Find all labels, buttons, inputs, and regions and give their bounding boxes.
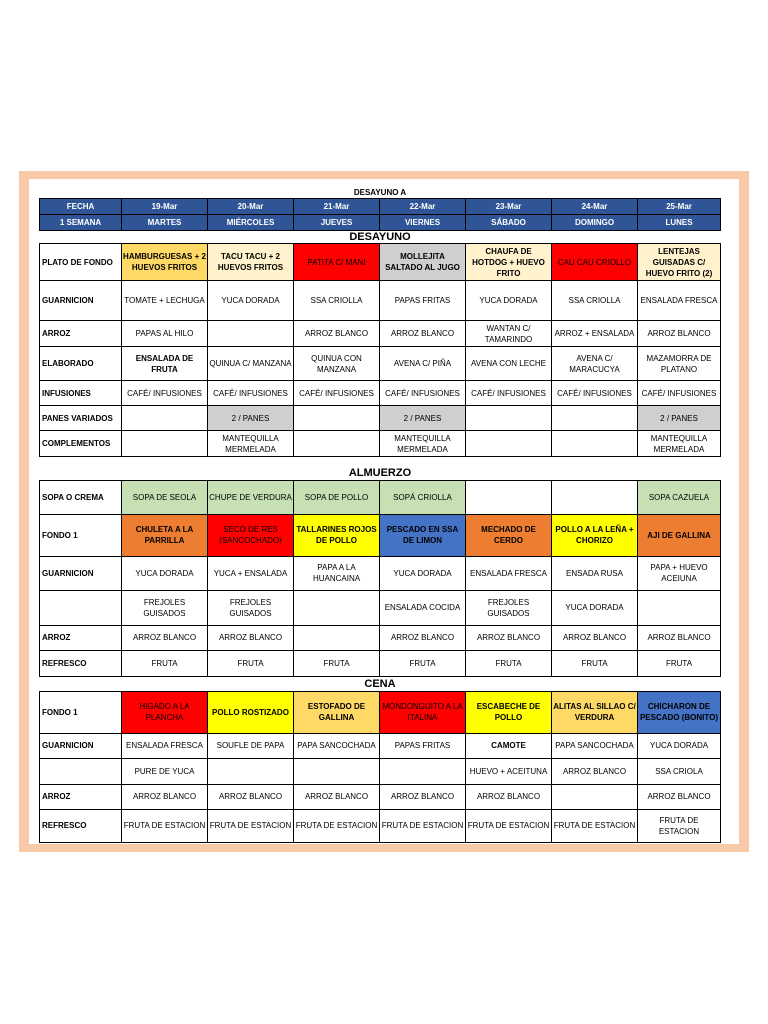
- menu-cell: [122, 431, 208, 457]
- row-label: SOPA O CREMA: [40, 480, 122, 514]
- table-row: [40, 809, 721, 842]
- menu-cell: ARROZ BLANCO: [552, 625, 638, 650]
- row-label: FONDO 1: [40, 691, 122, 733]
- date-cell: 22-Mar: [380, 199, 466, 215]
- row-label: ARROZ: [40, 321, 122, 347]
- menu-cell: TALLARINES ROJOS DE POLLO: [294, 514, 380, 556]
- table-row: [40, 431, 721, 457]
- table-row: [40, 244, 721, 281]
- menu-cell: ARROZ BLANCO: [294, 784, 380, 809]
- menu-cell: CAMOTE: [466, 733, 552, 758]
- menu-cell: SSA CRIOLA: [638, 758, 721, 784]
- menu-cell: FRUTA DE ESTACION: [380, 809, 466, 842]
- menu-cell: [294, 590, 380, 625]
- row-label: ARROZ: [40, 625, 122, 650]
- menu-cell: ARROZ BLANCO: [122, 784, 208, 809]
- row-label: GUARNICION: [40, 281, 122, 321]
- menu-cell: FRUTA DE ESTACION: [552, 809, 638, 842]
- menu-cell: QUINUA CON MANZANA: [294, 347, 380, 381]
- day-cell: SÁBADO: [466, 215, 552, 231]
- menu-cell: POLLO ROSTIZADO: [208, 691, 294, 733]
- section-title-desayuno: DESAYUNO: [349, 230, 411, 243]
- day-cell: MARTES: [122, 215, 208, 231]
- menu-cell: AJI DE GALLINA: [638, 514, 721, 556]
- menu-cell: LENTEJAS GUISADAS C/ HUEVO FRITO (2): [638, 244, 721, 281]
- menu-cell: ARROZ BLANCO: [294, 321, 380, 347]
- menu-cell: ESCABECHE DE POLLO: [466, 691, 552, 733]
- menu-cell: ARROZ BLANCO: [380, 321, 466, 347]
- menu-cell: YUCA DORADA: [466, 281, 552, 321]
- menu-cell: HUEVO + ACEITUNA: [466, 758, 552, 784]
- desayuno-table: [39, 187, 721, 457]
- fecha-label: FECHA: [40, 199, 122, 215]
- row-label: PANES VARIADOS: [40, 406, 122, 431]
- day-cell: JUEVES: [294, 215, 380, 231]
- menu-cell: AVENA CON LECHE: [466, 347, 552, 381]
- table-row: [40, 321, 721, 347]
- menu-cell: PAPA SANCOCHADA: [552, 733, 638, 758]
- menu-cell: ALITAS AL SILLAO C/ VERDURA: [552, 691, 638, 733]
- menu-cell: FRUTA: [380, 650, 466, 676]
- date-row: [40, 199, 721, 215]
- menu-cell: ENSALADA FRESCA: [638, 281, 721, 321]
- menu-cell: FREJOLES GUISADOS: [208, 590, 294, 625]
- day-cell: DOMINGO: [552, 215, 638, 231]
- menu-cell: CAFÉ/ INFUSIONES: [466, 381, 552, 406]
- row-label: REFRESCO: [40, 650, 122, 676]
- menu-cell: [552, 480, 638, 514]
- menu-cell: [466, 431, 552, 457]
- menu-cell: MANTEQUILLA MERMELADA: [380, 431, 466, 457]
- menu-cell: [294, 406, 380, 431]
- menu-cell: [294, 625, 380, 650]
- row-label: COMPLEMENTOS: [40, 431, 122, 457]
- menu-cell: [638, 590, 721, 625]
- menu-cell: ARROZ BLANCO: [638, 784, 721, 809]
- menu-cell: ENSALADA FRESCA: [122, 733, 208, 758]
- table-row: [40, 514, 721, 556]
- menu-cell: YUCA + ENSALADA: [208, 556, 294, 590]
- menu-cell: TACU TACU + 2 HUEVOS FRITOS: [208, 244, 294, 281]
- menu-cell: CAFÉ/ INFUSIONES: [122, 381, 208, 406]
- menu-cell: ARROZ BLANCO: [466, 625, 552, 650]
- table-row: [40, 758, 721, 784]
- menu-cell: [122, 406, 208, 431]
- menu-cell: HIGADO A LA PLANCHA: [122, 691, 208, 733]
- menu-cell: [380, 758, 466, 784]
- row-label: ELABORADO: [40, 347, 122, 381]
- menu-cell: PURE DE YUCA: [122, 758, 208, 784]
- menu-cell: MECHADO DE CERDO: [466, 514, 552, 556]
- menu-cell: ESTOFADO DE GALLINA: [294, 691, 380, 733]
- menu-cell: FRUTA: [552, 650, 638, 676]
- menu-cell: [552, 431, 638, 457]
- menu-cell: PAPA SANCOCHADA: [294, 733, 380, 758]
- menu-cell: ENSALADA COCIDA: [380, 590, 466, 625]
- menu-cell: [294, 431, 380, 457]
- menu-cell: SSA CRIOLLA: [552, 281, 638, 321]
- day-cell: MIÉRCOLES: [208, 215, 294, 231]
- table-row: [40, 556, 721, 590]
- menu-cell: CAFÉ/ INFUSIONES: [638, 381, 721, 406]
- menu-cell: PESCADO EN SSA DE LIMON: [380, 514, 466, 556]
- section-title-almuerzo: ALMUERZO: [348, 468, 412, 480]
- menu-cell: PATITA C/ MANI: [294, 244, 380, 281]
- almuerzo-table: [39, 468, 721, 677]
- row-label: PLATO DE FONDO: [40, 244, 122, 281]
- menu-cell: ARROZ BLANCO: [122, 625, 208, 650]
- menu-cell: YUCA DORADA: [552, 590, 638, 625]
- cena-table: [39, 678, 721, 843]
- menu-cell: CAU CAU CRIOLLO: [552, 244, 638, 281]
- menu-cell: CAFÉ/ INFUSIONES: [208, 381, 294, 406]
- menu-cell: FRUTA DE ESTACION: [208, 809, 294, 842]
- table-row: [40, 784, 721, 809]
- table-row: [40, 406, 721, 431]
- menu-cell: MANTEQUILLA MERMELADA: [638, 431, 721, 457]
- menu-cell: ARROZ BLANCO: [380, 625, 466, 650]
- menu-cell: SECO DE RES (SANCOCHADO): [208, 514, 294, 556]
- row-label: FONDO 1: [40, 514, 122, 556]
- menu-cell: YUCA DORADA: [380, 556, 466, 590]
- menu-cell: [552, 784, 638, 809]
- menu-cell: ENSADA RUSA: [552, 556, 638, 590]
- menu-cell: FRUTA: [122, 650, 208, 676]
- menu-cell: 2 / PANES: [380, 406, 466, 431]
- row-label: REFRESCO: [40, 809, 122, 842]
- day-cell: LUNES: [638, 215, 721, 231]
- menu-cell: AVENA C/ PIÑA: [380, 347, 466, 381]
- menu-cell: FRUTA: [294, 650, 380, 676]
- menu-cell: FRUTA: [208, 650, 294, 676]
- menu-cell: CHAUFA DE HOTDOG + HUEVO FRITO: [466, 244, 552, 281]
- menu-cell: CAFÉ/ INFUSIONES: [294, 381, 380, 406]
- menu-cell: ARROZ BLANCO: [208, 784, 294, 809]
- menu-cell: ENSALADA DE FRUTA: [122, 347, 208, 381]
- menu-cell: ENSALADA FRESCA: [466, 556, 552, 590]
- menu-cell: PAPAS FRITAS: [380, 281, 466, 321]
- menu-cell: FRUTA DE ESTACION: [466, 809, 552, 842]
- menu-cell: TOMATE + LECHUGA: [122, 281, 208, 321]
- date-cell: 20-Mar: [208, 199, 294, 215]
- menu-frame: [19, 171, 749, 852]
- menu-cell: FREJOLES GUISADOS: [466, 590, 552, 625]
- menu-cell: YUCA DORADA: [638, 733, 721, 758]
- menu-cell: YUCA DORADA: [122, 556, 208, 590]
- menu-cell: PAPAS AL HILO: [122, 321, 208, 347]
- menu-cell: HAMBURGUESAS + 2 HUEVOS FRITOS: [122, 244, 208, 281]
- date-cell: 21-Mar: [294, 199, 380, 215]
- menu-cell: [552, 406, 638, 431]
- menu-cell: [466, 480, 552, 514]
- menu-cell: CAFÉ/ INFUSIONES: [552, 381, 638, 406]
- date-cell: 23-Mar: [466, 199, 552, 215]
- table-row: [40, 381, 721, 406]
- menu-cell: SOPA DE POLLO: [294, 480, 380, 514]
- menu-cell: FRUTA DE ESTACION: [294, 809, 380, 842]
- menu-cell: FRUTA: [466, 650, 552, 676]
- menu-cell: [294, 758, 380, 784]
- sheet-title: DESAYUNO A: [353, 188, 407, 197]
- menu-cell: ARROZ BLANCO: [380, 784, 466, 809]
- menu-cell: SOPA CAZUELA: [638, 480, 721, 514]
- menu-cell: SSA CRIOLLA: [294, 281, 380, 321]
- menu-cell: FRUTA DE ESTACION: [638, 809, 721, 842]
- semana-label: 1 SEMANA: [40, 215, 122, 231]
- menu-cell: [208, 758, 294, 784]
- menu-cell: [466, 406, 552, 431]
- menu-cell: FRUTA: [638, 650, 721, 676]
- table-row: [40, 480, 721, 514]
- section-title-cena: CENA: [364, 678, 396, 690]
- date-cell: 19-Mar: [122, 199, 208, 215]
- date-cell: 24-Mar: [552, 199, 638, 215]
- menu-cell: 2 / PANES: [208, 406, 294, 431]
- menu-cell: FRUTA DE ESTACION: [122, 809, 208, 842]
- table-row: [40, 733, 721, 758]
- menu-cell: [208, 321, 294, 347]
- row-label: GUARNICION: [40, 556, 122, 590]
- day-row: [40, 215, 721, 231]
- menu-cell: QUINUA C/ MANZANA: [208, 347, 294, 381]
- menu-cell: PAPAS FRITAS: [380, 733, 466, 758]
- menu-cell: MONDONGUITO A LA ITALINA: [380, 691, 466, 733]
- menu-cell: CHICHARON DE PESCADO (BONITO): [638, 691, 721, 733]
- table-row: [40, 650, 721, 676]
- menu-sheet: [29, 179, 739, 844]
- menu-cell: SOUFLE DE PAPA: [208, 733, 294, 758]
- menu-cell: ARROZ BLANCO: [208, 625, 294, 650]
- menu-cell: POLLO A LA LEÑA + CHORIZO: [552, 514, 638, 556]
- menu-cell: ARROZ BLANCO: [552, 758, 638, 784]
- menu-cell: MAZAMORRA DE PLATANO: [638, 347, 721, 381]
- table-row: [40, 281, 721, 321]
- date-cell: 25-Mar: [638, 199, 721, 215]
- menu-cell: ARROZ BLANCO: [466, 784, 552, 809]
- menu-cell: PAPA + HUEVO ACEIUNA: [638, 556, 721, 590]
- menu-cell: ARROZ BLANCO: [638, 625, 721, 650]
- menu-cell: CHULETA A LA PARRILLA: [122, 514, 208, 556]
- table-row: [40, 347, 721, 381]
- menu-cell: AVENA C/ MARACUCYA: [552, 347, 638, 381]
- table-row: [40, 625, 721, 650]
- row-label: GUARNICION: [40, 733, 122, 758]
- menu-cell: WANTAN C/ TAMARINDO: [466, 321, 552, 347]
- menu-cell: CHUPE DE VERDURA: [208, 480, 294, 514]
- menu-cell: ARROZ BLANCO: [638, 321, 721, 347]
- table-row: [40, 590, 721, 625]
- row-label: INFUSIONES: [40, 381, 122, 406]
- menu-cell: SOPA DE SEOLA: [122, 480, 208, 514]
- menu-cell: SOPÁ CRIOLLA: [380, 480, 466, 514]
- menu-cell: CAFÉ/ INFUSIONES: [380, 381, 466, 406]
- row-label: ARROZ: [40, 784, 122, 809]
- menu-cell: YUCA DORADA: [208, 281, 294, 321]
- menu-cell: MANTEQUILLA MERMELADA: [208, 431, 294, 457]
- menu-cell: MOLLEJITA SALTADO AL JUGO: [380, 244, 466, 281]
- row-label: [40, 590, 122, 625]
- row-label: [40, 758, 122, 784]
- table-row: [40, 691, 721, 733]
- menu-cell: PAPA A LA HUANCAINA: [294, 556, 380, 590]
- menu-cell: FREJOLES GUISADOS: [122, 590, 208, 625]
- menu-cell: 2 / PANES: [638, 406, 721, 431]
- menu-cell: ARROZ + ENSALADA: [552, 321, 638, 347]
- day-cell: VIERNES: [380, 215, 466, 231]
